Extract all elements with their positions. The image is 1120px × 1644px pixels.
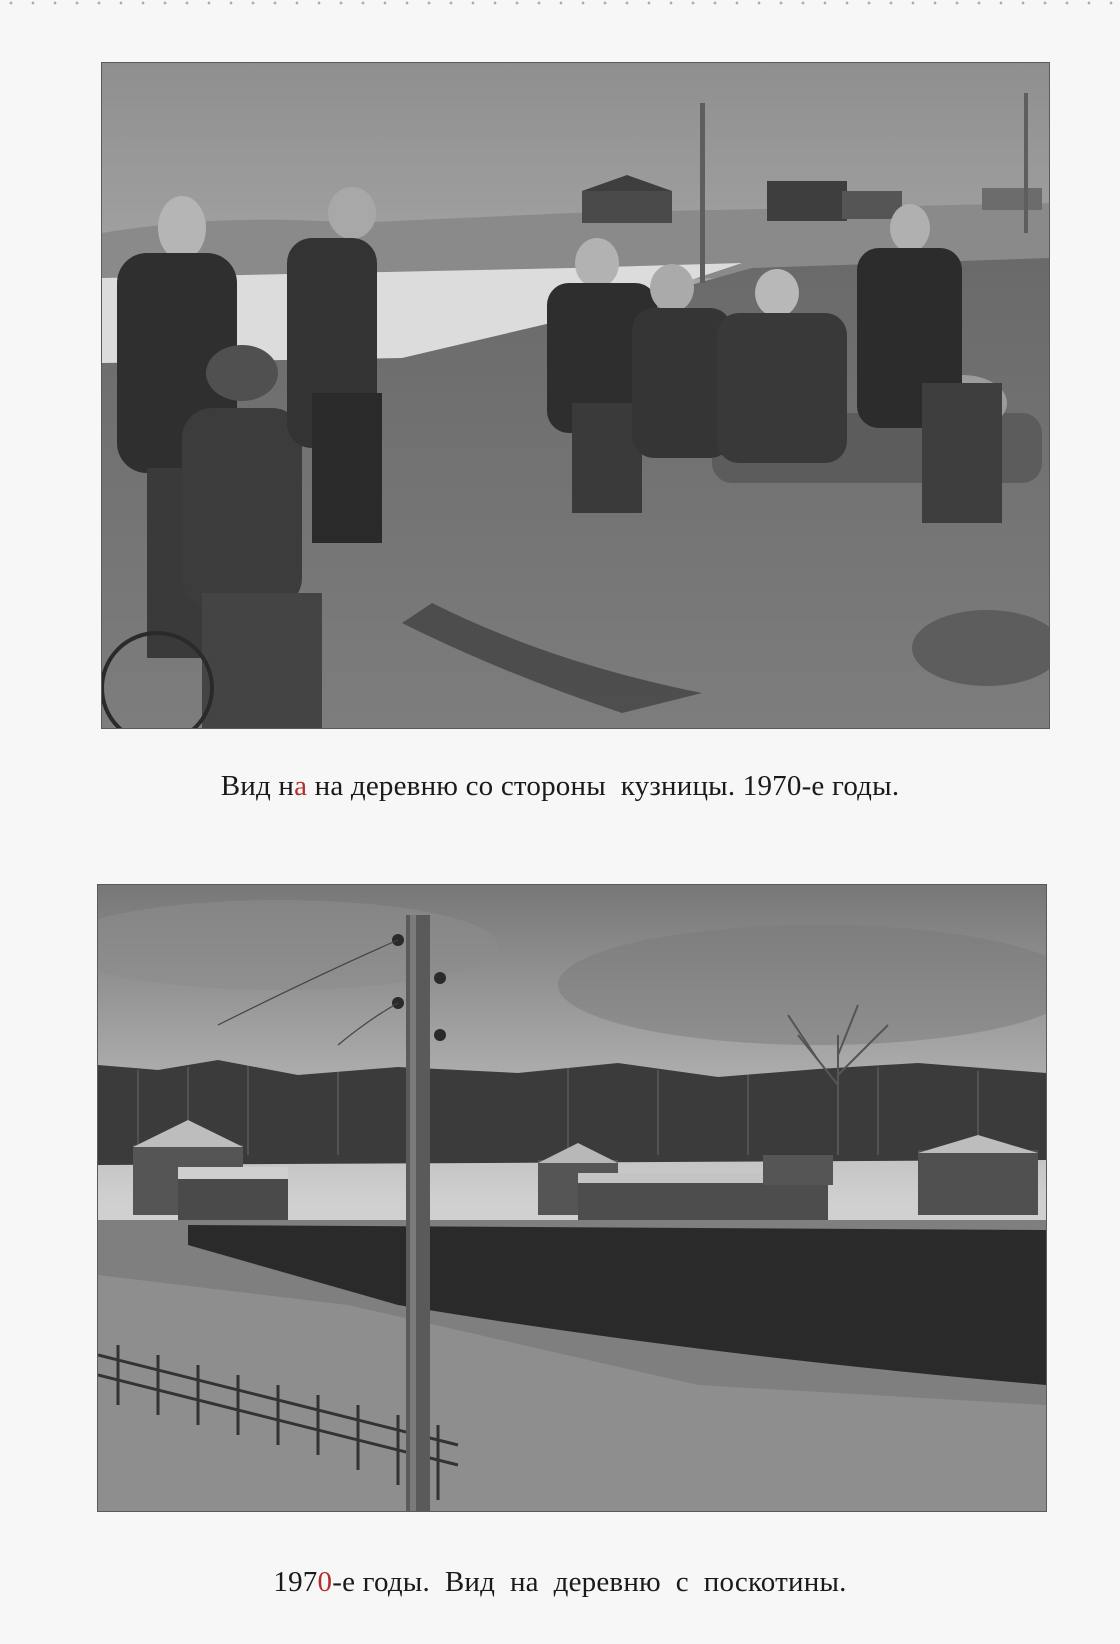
- caption-text: 197: [273, 1566, 318, 1598]
- photo-village-from-pasture: [97, 884, 1047, 1512]
- page-binding-perforation: [0, 0, 1120, 6]
- caption-text: на деревню со стороны кузницы. 1970-е годы.: [307, 770, 900, 802]
- photo-village-image: [98, 885, 1046, 1511]
- caption-text: Вид н: [220, 770, 295, 802]
- caption-villagers-photo: [0, 770, 1120, 803]
- caption-text-red-letter: а: [294, 770, 308, 802]
- photo-villagers-image: [102, 63, 1049, 728]
- caption-village-photo: [0, 1566, 1120, 1599]
- caption-text: -е годы. Вид на деревню с поскотины.: [332, 1566, 847, 1598]
- photo-villagers-near-smithy: [101, 62, 1050, 729]
- caption-text-red-digit: 0: [317, 1566, 333, 1598]
